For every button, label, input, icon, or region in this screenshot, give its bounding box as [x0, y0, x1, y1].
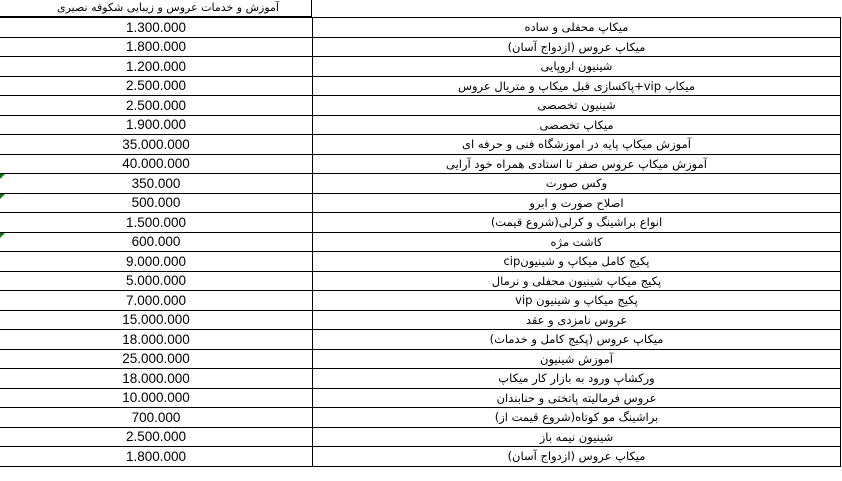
- table-row: [0, 252, 841, 272]
- error-indicator-icon: [0, 233, 5, 238]
- table-row: [0, 76, 841, 96]
- table-row: [0, 388, 841, 408]
- table-row: [0, 57, 841, 77]
- table-row: [0, 310, 841, 330]
- price-cell[interactable]: [0, 427, 313, 447]
- table-row: [0, 96, 841, 116]
- description-cell[interactable]: [313, 252, 841, 272]
- price-cell[interactable]: [0, 96, 313, 116]
- description-cell[interactable]: [313, 37, 841, 57]
- price-value: 2.500.000: [125, 78, 187, 94]
- table-row: [0, 369, 841, 389]
- description-cell[interactable]: [313, 213, 841, 233]
- price-value: 7.000.000: [125, 292, 187, 308]
- price-cell[interactable]: [0, 310, 313, 330]
- table-row: [0, 408, 841, 428]
- description-cell[interactable]: [313, 408, 841, 428]
- description-text: وکس صورت: [545, 176, 608, 191]
- price-cell[interactable]: [0, 37, 313, 57]
- price-value: 5.000.000: [125, 273, 187, 289]
- table-row: [0, 427, 841, 447]
- description-cell[interactable]: [313, 57, 841, 77]
- price-value: 600.000: [131, 234, 181, 250]
- price-cell[interactable]: [0, 76, 313, 96]
- price-cell[interactable]: [0, 232, 313, 252]
- description-cell[interactable]: [313, 18, 841, 38]
- price-value: 25.000.000: [122, 351, 190, 367]
- price-cell[interactable]: [0, 154, 313, 174]
- description-cell[interactable]: [313, 330, 841, 350]
- description-cell[interactable]: [313, 154, 841, 174]
- description-cell[interactable]: [313, 135, 841, 155]
- price-value: 18.000.000: [122, 370, 190, 386]
- description-text: میکاپ تخصصی: [539, 117, 614, 132]
- price-value: 500.000: [131, 195, 181, 211]
- description-text: پکیج میکاپ شینیون محفلی و نرمال: [491, 273, 662, 288]
- description-cell[interactable]: [313, 96, 841, 116]
- description-cell[interactable]: [313, 349, 841, 369]
- table-row: [0, 135, 841, 155]
- price-cell[interactable]: [0, 408, 313, 428]
- table-row: [0, 291, 841, 311]
- price-value: 1.900.000: [125, 117, 187, 133]
- table-row: [0, 115, 841, 135]
- price-cell[interactable]: [0, 330, 313, 350]
- price-value: 15.000.000: [122, 312, 190, 328]
- description-text: میکاپ محفلی و ساده: [524, 20, 629, 35]
- description-text: میکاپ عروس (پکیج کامل و خدمات): [489, 332, 664, 347]
- price-cell[interactable]: [0, 193, 313, 213]
- description-text: عروس فرمالیته پاتختی و حنابندان: [496, 390, 657, 405]
- price-value: 1.300.000: [125, 19, 187, 35]
- table-row: [0, 193, 841, 213]
- price-value: 35.000.000: [122, 136, 190, 152]
- table-row: [0, 271, 841, 291]
- table-row: [0, 213, 841, 233]
- price-cell[interactable]: [0, 135, 313, 155]
- description-cell[interactable]: [313, 232, 841, 252]
- table-row: [0, 18, 841, 38]
- price-value: 2.500.000: [125, 97, 187, 113]
- description-text: آموزش میکاپ پایه در اموزشگاه فنی و حرفه ای: [462, 137, 691, 152]
- price-cell[interactable]: [0, 213, 313, 233]
- description-cell[interactable]: [313, 291, 841, 311]
- price-cell[interactable]: [0, 57, 313, 77]
- price-value: 2.500.000: [125, 429, 187, 445]
- description-text: میکاپ vip+پاکسازی قبل میکاپ و متریال عروس: [457, 78, 696, 93]
- description-text: شینیون تخصصی: [537, 98, 616, 113]
- price-value: 1.800.000: [125, 39, 187, 55]
- description-cell[interactable]: [313, 115, 841, 135]
- description-cell[interactable]: [313, 447, 841, 467]
- table-row: [0, 154, 841, 174]
- header-cell[interactable]: آموزش و خدمات عروس و زیبایی شکوفه نصیری: [0, 0, 312, 17]
- description-cell[interactable]: [313, 427, 841, 447]
- price-value: 1.200.000: [125, 58, 187, 74]
- description-cell[interactable]: [313, 76, 841, 96]
- price-cell[interactable]: [0, 18, 313, 38]
- description-text: آموزش شینیون: [540, 351, 613, 366]
- description-cell[interactable]: [313, 193, 841, 213]
- table-row: [0, 232, 841, 252]
- price-value: 1.800.000: [125, 448, 187, 464]
- description-text: میکاپ عروس (ازدواج آسان): [507, 39, 646, 54]
- price-cell[interactable]: [0, 369, 313, 389]
- table-row: [0, 447, 841, 467]
- price-cell[interactable]: [0, 388, 313, 408]
- description-cell[interactable]: [313, 388, 841, 408]
- description-text: شینیون نیمه باز: [539, 429, 614, 444]
- description-cell[interactable]: [313, 369, 841, 389]
- price-cell[interactable]: [0, 349, 313, 369]
- price-cell[interactable]: [0, 174, 313, 194]
- price-value: 700.000: [131, 409, 181, 425]
- table-row: [0, 174, 841, 194]
- description-text: پکیج کامل میکاپ و شینیونcip: [503, 254, 650, 269]
- price-value: 18.000.000: [122, 331, 190, 347]
- price-table: [0, 17, 841, 467]
- price-cell[interactable]: [0, 291, 313, 311]
- description-text: پکیج میکاپ و شینیون vip: [515, 293, 638, 308]
- error-indicator-icon: [0, 174, 5, 179]
- price-cell[interactable]: [0, 115, 313, 135]
- description-text: انواع براشینگ و کرلی(شروع قیمت): [490, 215, 663, 230]
- table-row: [0, 330, 841, 350]
- price-cell[interactable]: [0, 447, 313, 467]
- table-row: [0, 37, 841, 57]
- description-text: کاشت مژه: [550, 234, 603, 249]
- price-value: 1.500.000: [125, 214, 187, 230]
- description-text: آموزش میکاپ عروس صفر تا استادی همراه خود آرایی: [446, 156, 707, 171]
- price-value: 9.000.000: [125, 253, 187, 269]
- description-text: ورکشاپ ورود به بازار کار میکاپ: [498, 371, 655, 386]
- description-cell[interactable]: [313, 271, 841, 291]
- price-value: 350.000: [131, 175, 181, 191]
- description-text: اصلاح صورت و ابرو: [529, 195, 624, 210]
- price-cell[interactable]: [0, 252, 313, 272]
- price-cell[interactable]: [0, 271, 313, 291]
- error-indicator-icon: [0, 194, 5, 199]
- description-text: براشینگ مو کوتاه(شروع قیمت از): [494, 410, 659, 425]
- description-text: عروس نامزدی و عقد: [525, 312, 628, 327]
- description-cell[interactable]: [313, 174, 841, 194]
- description-cell[interactable]: [313, 310, 841, 330]
- description-text: شینیون اروپایی: [540, 59, 613, 74]
- table-row: [0, 349, 841, 369]
- price-value: 10.000.000: [122, 390, 190, 406]
- description-text: میکاپ عروس (ازدواج آسان): [507, 449, 646, 464]
- price-value: 40.000.000: [122, 156, 190, 172]
